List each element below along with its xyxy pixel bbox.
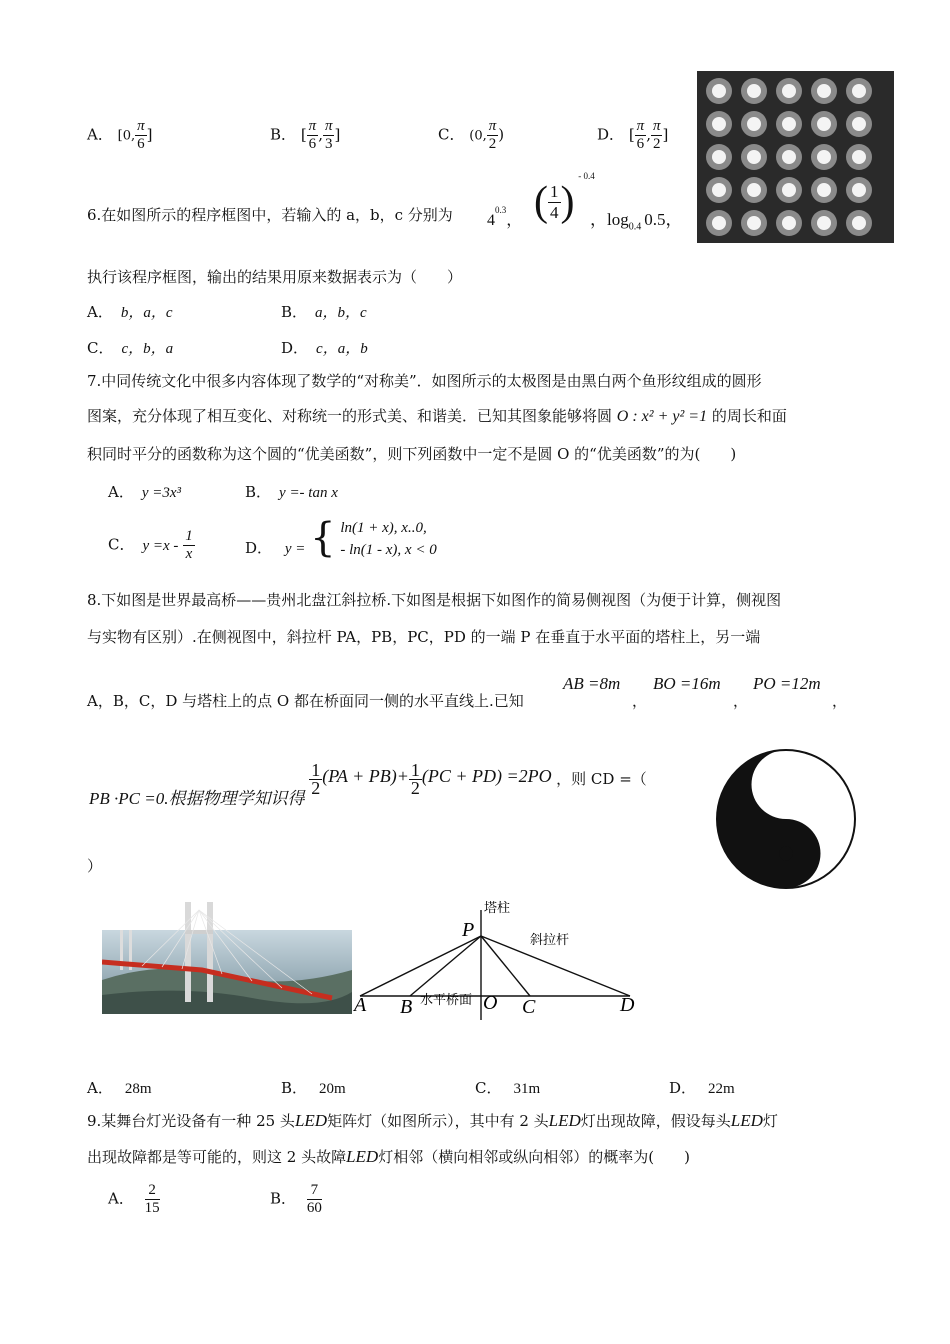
q8-half-2: $\frac{1}{2}$ xyxy=(410,760,420,798)
led-light xyxy=(817,150,831,164)
led-matrix-image xyxy=(697,71,894,243)
q9-line-1: 9.某舞台灯光设备有一种 25 头LED矩阵灯（如图所示），其中有 2 头LED灯出现故障，假设每头LED灯 xyxy=(87,1111,778,1130)
q7-line-1: 7.中同传统文化中很多内容体现了数学的“对称美”．如图所示的太极图是由黑白两个鱼形纹组成的圆形 xyxy=(87,372,762,390)
q8-line-2: 与实物有区别）.在侧视图中，斜拉杆 PA，PB，PC，PD 的一端 P 在垂直于水平面的塔柱上，另一端 xyxy=(87,628,761,646)
q7-c-fraction: $\frac{1}{x}$ xyxy=(185,528,193,562)
q8-line-1: 8.下如图是世界最高桥——贵州北盘江斜拉桥.下如图是根据下如图作的简易侧视图（为便于计算，侧视图 xyxy=(87,591,782,609)
q7-option-a[interactable]: A． y =3x³ xyxy=(108,483,182,501)
led-light xyxy=(817,216,831,230)
q7-line-2: 图案，充分体现了相互变化、对称统一的形式美、和谐美．已知其图象能够将圆 O : x² + y² =1 的周长和面 xyxy=(87,407,787,425)
bridge-photo xyxy=(102,900,352,1014)
q8-option-b[interactable]: B． 20m xyxy=(281,1079,346,1097)
led-light xyxy=(852,150,866,164)
q8-sep-2: ， xyxy=(733,692,749,710)
q6-option-a[interactable]: A． b，a，c xyxy=(87,303,173,321)
led-light xyxy=(747,150,761,164)
q8-given-po: PO =12m xyxy=(753,674,821,693)
taiji-image xyxy=(714,749,858,889)
q5-option-d[interactable]: D． [ $\frac{\pi}{6}$ , $\frac{\pi}{2}$ ] xyxy=(597,118,669,152)
led-light xyxy=(852,117,866,131)
q9-option-a[interactable]: A． $\frac{2}{15}$ xyxy=(108,1182,160,1216)
q9-b-fraction: $\frac{7}{60}$ xyxy=(306,1182,322,1216)
q8-sep-1: ， xyxy=(632,692,648,710)
q8-given-ab: AB =8m xyxy=(563,674,621,693)
deck-label: 水平桥面 xyxy=(420,993,473,1008)
q6-input-a: $4^{0.3}$， xyxy=(487,204,523,229)
q8-option-d[interactable]: D． 22m xyxy=(669,1079,735,1097)
q7-d-case-1: ln(1 + x), x..0, xyxy=(340,520,427,536)
led-light xyxy=(852,183,866,197)
led-light xyxy=(782,183,796,197)
q5-d-fraction-1: $\frac{\pi}{6}$ xyxy=(636,118,645,152)
q9-line-2: 出现故障都是等可能的，则这 2 头故障LED灯相邻（横向相邻或纵向相邻）的概率为( ) xyxy=(87,1147,690,1166)
led-light xyxy=(782,150,796,164)
q8-sep-3: ， xyxy=(832,692,848,710)
q8-option-a[interactable]: A． 28m xyxy=(87,1079,152,1097)
q9-a-fraction: $\frac{2}{15}$ xyxy=(144,1182,160,1216)
led-light xyxy=(782,84,796,98)
q7-option-c[interactable]: C． y =x - $\frac{1}{x}$ xyxy=(108,528,193,562)
led-light xyxy=(712,183,726,197)
q5-option-a[interactable]: A． [0, $\frac{\pi}{6}$ ] xyxy=(87,118,153,152)
q8-line-3: A，B，C，D 与塔柱上的点 O 都在桥面同一侧的水平直线上.已知 xyxy=(87,692,524,710)
q6-option-d[interactable]: D． c，a，b xyxy=(281,339,368,357)
led-light xyxy=(817,183,831,197)
q6-input-c: ，$\log_{0.4} 0.5$， xyxy=(590,210,683,233)
q8-line-5: ） xyxy=(87,857,103,875)
led-light xyxy=(782,117,796,131)
q8-option-c[interactable]: C． 31m xyxy=(475,1079,541,1097)
q5-d-fraction-2: $\frac{\pi}{2}$ xyxy=(652,118,661,152)
q5-option-b[interactable]: B． [ $\frac{\pi}{6}$ , $\frac{\pi}{3}$ ] xyxy=(270,118,341,152)
q7-d-case-2: - ln(1 - x), x < 0 xyxy=(340,542,437,558)
led-light xyxy=(852,216,866,230)
point-p-label: P xyxy=(462,919,475,941)
led-light xyxy=(712,216,726,230)
led-light xyxy=(747,216,761,230)
point-d-label: D xyxy=(620,994,635,1016)
q6-option-c[interactable]: C． c，b，a xyxy=(87,339,174,357)
q7-line-3: 积同时平分的函数称为这个圆的“优美函数”，则下列函数中一定不是圆 O 的“优美函数”的为( ) xyxy=(87,445,737,463)
tower-label: 塔柱 xyxy=(484,901,511,916)
q6-input-b: ( $\frac{1}{4}$ ) $^{- 0.4}$ xyxy=(534,171,595,225)
led-light xyxy=(712,117,726,131)
led-light xyxy=(817,84,831,98)
led-light xyxy=(747,117,761,131)
led-light xyxy=(817,117,831,131)
led-light xyxy=(747,183,761,197)
q5-b-fraction-2: $\frac{\pi}{3}$ xyxy=(324,118,333,152)
q6-option-b[interactable]: B． a，b，c xyxy=(281,303,367,321)
q7-circle-equation: O : x² + y² =1 xyxy=(616,408,708,425)
led-light xyxy=(747,84,761,98)
brace: { xyxy=(310,515,336,561)
q8-given-bo: BO =16m xyxy=(653,674,721,693)
point-o-label: O xyxy=(483,992,498,1014)
led-light xyxy=(712,84,726,98)
q7-option-d[interactable]: D． y = { ln(1 + x), x..0, - ln(1 - x), x < 0 xyxy=(245,515,437,561)
led-light xyxy=(782,216,796,230)
q6-quarter-fraction: $\frac{1}{4}$ xyxy=(550,181,559,222)
q8-line-4: PB ·PC =0.根据物理学知识得 $\frac{1}{2}$ (PA + PB)+ $\frac{1}{2}$ (PC + PD) =2PO ，则 CD =（ xyxy=(89,760,647,808)
q5-c-fraction: $\frac{\pi}{2}$ xyxy=(488,118,497,152)
q5-a-fraction: $\frac{\pi}{6}$ xyxy=(137,118,145,152)
q6-line-2: 执行该程序框图，输出的结果用原来数据表示为（ ） xyxy=(87,268,463,286)
led-light xyxy=(712,150,726,164)
q7-option-b[interactable]: B． y =- tan x xyxy=(245,483,338,501)
cable-label: 斜拉杆 xyxy=(530,933,570,948)
led-light xyxy=(852,84,866,98)
q8-half-1: $\frac{1}{2}$ xyxy=(311,760,321,798)
bridge-side-view-diagram xyxy=(350,896,650,1021)
point-a-label: A xyxy=(354,994,367,1016)
q6-line-1: 6.在如图所示的程序框图中，若输入的 a，b，c 分别为 xyxy=(87,206,453,224)
q9-option-b[interactable]: B． $\frac{7}{60}$ xyxy=(270,1182,322,1216)
point-c-label: C xyxy=(522,996,536,1018)
q8-vector-equation: $\frac{1}{2}$ (PA + PB)+ $\frac{1}{2}$ (PC + PD) =2PO xyxy=(311,760,552,798)
q5-b-fraction-1: $\frac{\pi}{6}$ xyxy=(308,118,317,152)
point-b-label: B xyxy=(400,996,413,1018)
q5-option-c[interactable]: C． (0, $\frac{\pi}{2}$ ) xyxy=(438,118,505,152)
